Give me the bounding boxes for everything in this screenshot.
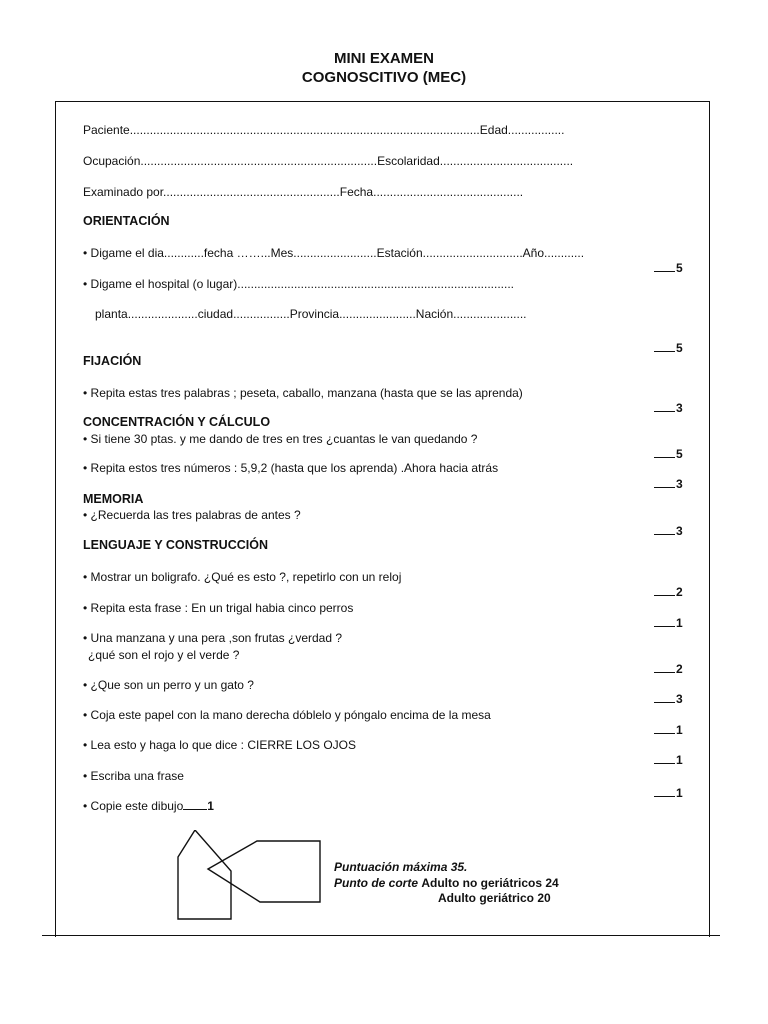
memory-item-recall: • ¿Recuerda las tres palabras de antes ?	[83, 508, 301, 522]
memory-heading: MEMORIA	[83, 492, 144, 506]
pentagons-drawing	[168, 830, 338, 925]
concentration-item-subtraction: • Si tiene 30 ptas. y me dando de tres en tres ¿cuantas le van quedando ?	[83, 432, 478, 446]
occupation-education-field: Ocupación.......................................................................Escolaridad........................................	[83, 154, 574, 168]
copy-score-blank	[183, 808, 207, 810]
concentration-item-numbers: • Repita estos tres números : 5,9,2 (hasta que los aprenda) .Ahora hacia atrás	[83, 461, 499, 475]
language-item-fruits: • Una manzana y una pera ,son frutas ¿verdad ?	[83, 631, 343, 645]
score-blank	[654, 486, 675, 488]
language-score-5: 1	[654, 723, 683, 737]
language-score-2: 1	[654, 616, 683, 630]
pentagon-right	[208, 841, 320, 902]
copy-drawing-label: • Copie este dibujo	[83, 799, 184, 813]
language-item-copy	[83, 799, 214, 813]
cutoff-adult: Adulto no geriátricos 24	[421, 876, 559, 890]
score-blank	[654, 762, 675, 764]
orientation-item-date: • Digame el dia............fecha ……...Mes.........................Estación..............................Año............	[83, 246, 585, 260]
cutoff-note	[334, 876, 559, 891]
score-blank	[654, 671, 675, 673]
examiner-date-field: Examinado por.....................................................Fecha.............................................	[83, 185, 524, 199]
concentration-score-1: 5	[654, 447, 683, 461]
score-blank	[654, 410, 675, 412]
language-item-colors: ¿qué son el rojo y el verde ?	[88, 648, 240, 662]
orientation-item-location: planta.....................ciudad.................Provincia.......................Nación......................	[95, 307, 527, 321]
language-item-write: • Escriba una frase	[83, 769, 184, 783]
score-blank	[654, 350, 675, 352]
cutoff-geriatric	[438, 891, 551, 906]
concentration-heading: CONCENTRACIÓN Y CÁLCULO	[83, 415, 271, 429]
language-item-animals: • ¿Que son un perro y un gato ?	[83, 678, 254, 692]
score-blank	[654, 270, 675, 272]
score-blank	[654, 732, 675, 734]
language-heading: LENGUAJE Y CONSTRUCCIÓN	[83, 538, 268, 552]
max-score-note: Puntuación máxima 35.	[334, 860, 468, 874]
pentagon-left	[178, 830, 231, 919]
bottom-rule	[42, 935, 720, 936]
language-score-6: 1	[654, 753, 683, 767]
score-blank	[654, 533, 675, 535]
concentration-score-2: 3	[654, 477, 683, 491]
orientation-score-1: 5	[654, 261, 683, 275]
orientation-item-place: • Digame el hospital (o lugar)...................................................................................	[83, 277, 514, 291]
language-score-4: 3	[654, 692, 683, 706]
patient-edad-field: Paciente.........................................................................................................Edad.................	[83, 123, 565, 137]
cutoff-label: Punto de corte	[334, 876, 419, 890]
language-score-7: 1	[654, 786, 683, 800]
cutoff-geriatric-text: Adulto geriátrico 20	[438, 891, 551, 905]
language-score-1: 2	[654, 585, 683, 599]
language-item-phrase: • Repita esta frase : En un trigal habia cinco perros	[83, 601, 354, 615]
orientation-score-2: 5	[654, 341, 683, 355]
score-blank	[654, 456, 675, 458]
title-line-1: MINI EXAMEN	[333, 50, 434, 67]
orientation-heading: ORIENTACIÓN	[83, 214, 170, 228]
score-blank	[654, 795, 675, 797]
fixation-heading: FIJACIÓN	[83, 354, 142, 368]
language-item-pen: • Mostrar un boligrafo. ¿Qué es esto ?, repetirlo con un reloj	[83, 570, 402, 584]
copy-score: 1	[207, 799, 214, 813]
score-blank	[654, 701, 675, 703]
language-score-3: 2	[654, 662, 683, 676]
fixation-score: 3	[654, 401, 683, 415]
fixation-item-words: • Repita estas tres palabras ; peseta, caballo, manzana (hasta que se las aprenda)	[83, 386, 523, 400]
memory-score: 3	[654, 524, 683, 538]
score-blank	[654, 594, 675, 596]
language-item-read: • Lea esto y haga lo que dice : CIERRE LOS OJOS	[83, 738, 357, 752]
language-item-paper: • Coja este papel con la mano derecha dóblelo y póngalo encima de la mesa	[83, 708, 491, 722]
score-blank	[654, 625, 675, 627]
title-line-2: COGNOSCITIVO (MEC)	[301, 69, 467, 86]
